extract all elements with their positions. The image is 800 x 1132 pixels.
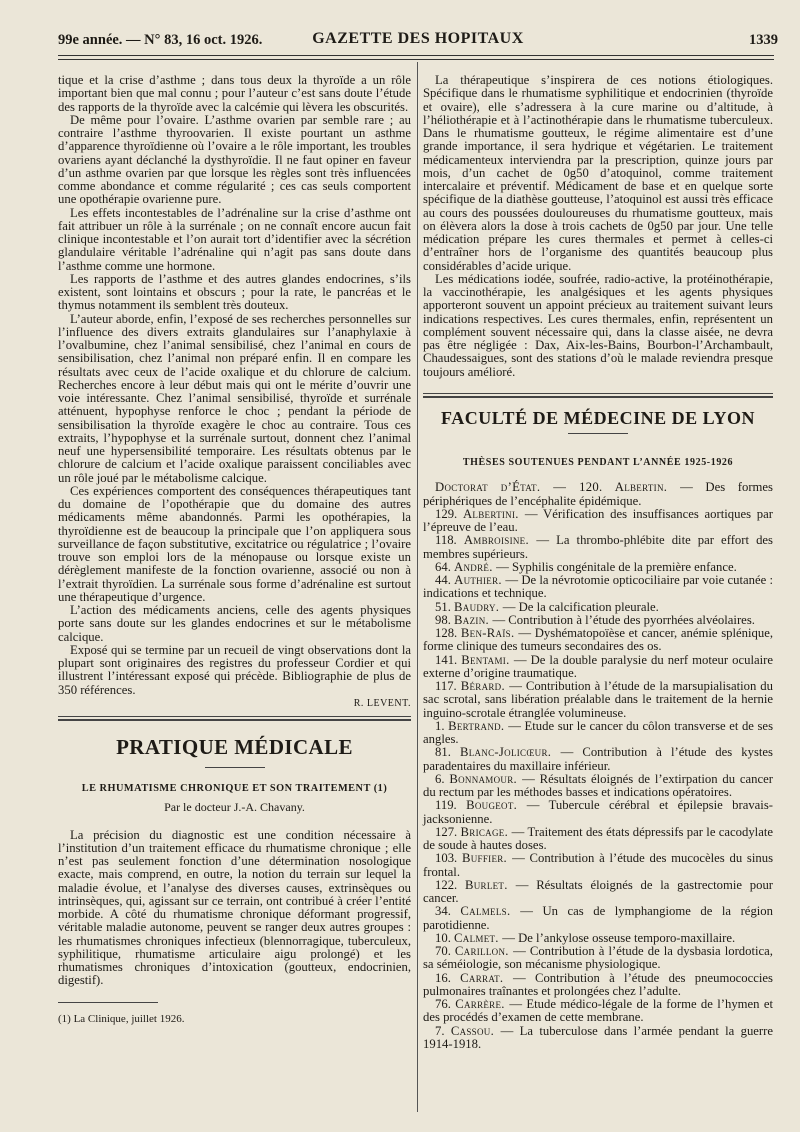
paragraph: L’auteur aborde, enfin, l’exposé de ses recherches personnelles sur l’influence des divers extraits glandulaires sur l’anaphylaxie à l’ovalbumine, chez l’animal sensibilisé, chez l’animal en cours de sensibilisation, chez l’animal non préparé enfin. Il en compare les résultats avec ceux de l’acide oxalique et du chlorure de calcium. Recherches encore à leur début mais qui ont le mérite d’ouvrir une voie intéressante. Chez l’animal sensibilisé, thyroïde et surrénale atténuent, hypophyse renforce le choc ; pendant la période de sensibilisation la thyroïde exagère le choc au contraire. Tous ces extraits, l’hypophyse et la surrénale surtout, donnent chez l’animal neuf une hypersensibilité temporaire. Les résultats obtenus par le chlorure de calcium et l’acide oxalique paraissent conciliables avec un rôle joué par le métabolisme calcique. [58, 311, 411, 485]
footnote: (1) La Clinique, juillet 1926. [58, 1012, 185, 1025]
paragraph: Les médications iodée, soufrée, radio-active, la protéinothérapie, la vaccinothérapie, les analgésiques et les agents physiques apporteront souvent un appoint précieux au traitement suivant leurs indications respectives. Les cures thermales, enfin, représentent un complément souvent nécessaire qui, dans la classe aisée, ne devra pas être négligée : Dax, Aix-les-Bains, Bourbon-l’Archambault, Chaudessaigues, sont des stations d’où le malade reviendra presque toujours amélioré. [423, 271, 773, 379]
article-title: LE RHUMATISME CHRONIQUE ET SON TRAITEMENT (1) [81, 783, 388, 794]
article-byline: Par le docteur J.-A. Chavany. [164, 800, 305, 815]
section-rule [423, 396, 773, 398]
paragraph: tique et la crise d’asthme ; dans tous deux la thyroïde a un rôle important bien que mal connu ; pour l’auteur c’est sans doute l’étude des rapports de la thyroïde avec la calcémie qui lèvera les obscurités. [58, 73, 411, 114]
thesis-title: — Etude médico-légale de la forme de l’hymen et des procédés d’examen de cette membrane. [423, 997, 774, 1025]
paragraph: Ces expériences comportent des conséquences thérapeutiques tant du domaine de l’opothérapie que du domaine des autres médicaments même abandonnés. Parmi les opothérapies, la thyroïdienne est de beaucoup la principale que l’on appliquera sous surveillance de façon substitutive, excitatrice ou régulatrice ; l’ovaire trouve son emploi lors de la ménopause ou lorsque existe un dérèglement manifeste de la fonction ovarienne, associé ou non à l’extrait thyroïdien. La surrénale sous forme d’adrénaline est surtout une thérapeutique d’urgence. [58, 483, 411, 604]
thesis-entry [423, 680, 773, 720]
thesis-entry [423, 601, 773, 614]
thesis-author: Ambroisine. [463, 533, 537, 548]
column-divider [417, 62, 418, 1112]
thesis-entry [423, 998, 773, 1025]
thesis-number: 127. [435, 824, 461, 839]
thesis-author: André. [454, 559, 497, 574]
thesis-number: 119. [435, 798, 467, 813]
thesis-number: 1. [435, 718, 449, 733]
paragraph: De même pour l’ovaire. L’asthme ovarien par semble rare ; au contraire l’asthme thyroovarien. Il existe pourtant un asthme d’apparence thyroïdienne où l’ovaire a le rôle important, les troubles ovariens ayant déclanché la dysthyroïdie. Il ne faut opiner en faveur d’un asthme ovarien par que lorsque les règles sont très influencées comme abondance et comme régularité ; ces cas seuls comportent une opothérapie ovarienne pure. [58, 112, 411, 207]
thesis-number: 98. [435, 612, 455, 627]
thesis-entry [423, 826, 773, 853]
thesis-author: Bertrand. [448, 718, 509, 733]
thesis-entry [423, 773, 773, 800]
thesis-title: — Résultats éloignés de l’extirpation du cancer du rectum par les méthodes basses et indications opératoires. [423, 771, 773, 799]
thesis-number: 44. [435, 573, 455, 587]
section-subtitle: THÈSES SOUTENUES PENDANT L’ANNÉE 1925-1926 [462, 457, 734, 468]
thesis-title: — De la calcification pleurale. [502, 599, 659, 614]
header-rule-double [58, 59, 774, 60]
thesis-entry [423, 481, 773, 508]
thesis-title: — De la double paralysie du nerf moteur oculaire externe d’origine traumatique. [423, 652, 773, 680]
thesis-number: 10. [435, 930, 455, 945]
thesis-title: — Etude sur le cancer du côlon transverse et de ses angles. [423, 718, 774, 746]
thesis-entry [423, 972, 773, 999]
thesis-number: 6. [435, 771, 450, 786]
thesis-number: 7. [435, 1023, 451, 1038]
thesis-number: 141. [435, 652, 462, 667]
section-rule [205, 767, 265, 768]
paragraph: La thérapeutique s’inspirera de ces notions étiologiques. Spécifique dans le rhumatisme syphilitique et endocrinien (thyroïde et ovaire), elle s’adressera à la cure marine ou d’altitude, à l’héliothérapie et à l’actinothérapie dans le rhumatisme tuberculeux. Dans le rhumatisme goutteux, le régime alimentaire est d’une grande importance, il sera hydrique et végétarien. Le traitement médicamenteux interviendra par la prescription, quinze jours par mois, d’un cachet de 0g50 d’atoquinol, comme traitement intercalaire et préventif. Médicament de base et en quelque sorte spécifique de la diathèse goutteuse, l’atoquinol est aussi très efficace au cours des poussées douloureuses du rhumatisme goutteux, mais on élèvera alors la dose à trois cachets de 0g50 par jour. Une telle médication prépare les cures thermales et permet à celles-ci d’entraîner hors de l’organisme des quantités beaucoup plus considérables d’acide urique. [423, 73, 773, 273]
thesis-number: 81. [435, 745, 460, 760]
thesis-title: — Contribution à l’étude des mucocèles du sinus frontal. [423, 851, 774, 879]
paragraph: Les rapports de l’asthme et des autres glandes endocrines, s’ils existent, sont lointains et obscurs ; pour la rate, le pancréas et le thymus notamment ils semblent très douteux. [58, 271, 411, 313]
thesis-entry [423, 534, 773, 561]
thesis-author: Cassou. [450, 1023, 501, 1038]
thesis-number: 129. [435, 506, 463, 521]
thesis-author: Bricage. [460, 824, 512, 839]
thesis-number: 51. [435, 599, 455, 614]
thesis-entry [423, 746, 773, 773]
thesis-author: Bonnamour. [449, 771, 523, 786]
thesis-author: Albertin. [614, 480, 681, 495]
thesis-number: Doctorat d’État. — 120. [435, 480, 615, 495]
thesis-title: — Tubercule cérébral et épilepsie bravais-jacksonienne. [423, 798, 773, 826]
right-column [423, 74, 773, 1051]
thesis-author: Bougeot. [466, 798, 527, 813]
thesis-entry [423, 508, 773, 535]
thesis-author: Albertini. [462, 506, 525, 521]
thesis-author: Ben-Raïs. [460, 626, 519, 640]
thesis-entry [423, 627, 773, 654]
thesis-entry [423, 654, 773, 681]
paragraph: Les effets incontestables de l’adrénaline sur la crise d’asthme ont fait attribuer un rôle à la surrénale ; on ne connaît encore aucun fait clinique incontestable et l’on aurait tort d’identifier avec la sécrétion glandulaire véritable l’adrénaline qui n’agit pas sans doute dans l’asthme comme une hormone. [58, 205, 411, 273]
thesis-author: Buffier. [461, 851, 513, 866]
thesis-title: — Vérification des insuffisances aortiques par l’épreuve de l’eau. [423, 506, 774, 534]
thesis-title: — Des formes périphériques de l’encéphalite épidémique. [423, 480, 773, 508]
theses-list [423, 481, 773, 1051]
section-rule [423, 393, 773, 394]
thesis-title: — Syphilis congénitale de la première enfance. [496, 559, 737, 574]
journal-title: GAZETTE DES HOPITAUX [312, 30, 524, 47]
thesis-title: — De l’ankylose osseuse temporo-maxillaire. [502, 930, 736, 945]
review-signature: R. LEVENT. [353, 697, 411, 709]
thesis-title: — Contribution à l’étude des kystes paradentaires du maxillaire inférieur. [423, 745, 773, 773]
thesis-entry [423, 852, 773, 879]
thesis-author: Calmels. [460, 904, 521, 919]
thesis-entry [423, 720, 773, 747]
thesis-author: Calmet. [454, 930, 503, 945]
thesis-number: 117. [435, 679, 461, 693]
thesis-author: Carrat. [460, 970, 513, 985]
thesis-title: — Contribution à l’étude de la marsupialisation du sac scrotal, sans libération préalable dans le traitement de la hernie inguino-scrotale étranglée volumineuse. [423, 679, 773, 720]
thesis-number: 34. [435, 904, 461, 919]
thesis-entry [423, 905, 773, 932]
thesis-number: 16. [435, 970, 461, 985]
thesis-number: 70. [435, 944, 455, 958]
thesis-title: — Contribution à l’étude de la dysbasia lordotica, sa séméiologie, son mécanisme physiologique. [423, 944, 773, 972]
thesis-title: — La thrombo-phlébite dite par effort des membres supérieurs. [423, 533, 773, 561]
thesis-entry [423, 561, 773, 574]
thesis-entry [423, 879, 773, 906]
thesis-number: 64. [435, 559, 455, 574]
thesis-title: — Un cas de lymphangiome de la région parotidienne. [423, 904, 773, 932]
page-header [58, 28, 778, 54]
thesis-entry [423, 614, 773, 627]
page-number: 1339 [749, 32, 778, 48]
paragraph: La précision du diagnostic est une condition nécessaire à l’institution d’un traitement efficace du rhumatisme chronique ; elle n’est pas seulement fonction d’une détermination nosologique exacte, mais comprend, en outre, la notion du terrain sur lequel la maladie évolue, et l’analyse des diverses causes, extrinsèques ou intrinsèques, qui, agissant sur ce terrain, ont contribué à créer l’entité morbide. A côté du rhumatisme chronique déformant progressif, véritable maladie autonome, peuvent se ranger deux autres groupes : les rhumatismes chroniques infectieux (blennorragique, tuberculeux, syphilitique, rhumatisme articulaire aigu prolongé) et les rhumatismes chroniques d’intoxication (goutteux, endocrinien, digestif). [58, 827, 411, 988]
thesis-title: — Traitement des états dépressifs par le cacodylate de soude à hautes doses. [423, 824, 773, 852]
paragraph: Exposé qui se termine par un recueil de vingt observations dont la plupart sont originaires des registres du professeur Cordier et qui illustrent l’intéressant exposé qui précède. Bibliographie de plus de 350 références. [58, 642, 411, 697]
thesis-author: Carillon. [454, 944, 514, 958]
thesis-entry [423, 945, 773, 972]
left-column [58, 74, 411, 1026]
header-rule [58, 55, 774, 56]
thesis-entry [423, 932, 773, 945]
thesis-author: Baudry. [454, 599, 503, 614]
thesis-author: Authier. [454, 573, 506, 587]
thesis-author: Bazin. [454, 612, 493, 627]
thesis-author: Bérard. [460, 679, 510, 693]
thesis-author: Burlet. [464, 877, 516, 892]
thesis-number: 103. [435, 851, 462, 866]
footnote-rule [58, 1002, 158, 1003]
thesis-entry [423, 1025, 773, 1052]
section-rule [58, 716, 411, 717]
thesis-number: 118. [435, 533, 464, 548]
section-title: FACULTÉ DE MÉDECINE DE LYON [441, 407, 755, 428]
thesis-entry [423, 574, 773, 601]
thesis-title: — Résultats éloignés de la gastrectomie pour cancer. [423, 877, 774, 905]
thesis-title: — Contribution à l’étude des pyorrhées alvéolaires. [492, 612, 755, 627]
thesis-number: 128. [435, 626, 461, 640]
thesis-title: — De la névrotomie opticociliaire par voie cutanée : indications et technique. [423, 573, 773, 601]
paragraph: L’action des médicaments anciens, celle des agents physiques porte sans doute sur les glandes endocrines et sur le métabolisme calcique. [58, 603, 411, 644]
thesis-author: Blanc-Jolicœur. [459, 745, 561, 760]
issue-info: 99e année. — N° 83, 16 oct. 1926. [58, 32, 263, 48]
thesis-number: 76. [435, 997, 456, 1011]
thesis-author: Bentami. [461, 652, 514, 667]
thesis-title: — La tuberculose dans l’armée pendant la guerre 1914-1918. [423, 1023, 773, 1051]
section-title: PRATIQUE MÉDICALE [116, 735, 353, 759]
thesis-number: 122. [435, 877, 465, 892]
thesis-entry [423, 799, 773, 826]
section-rule [58, 719, 411, 721]
thesis-author: Carrère. [455, 997, 510, 1011]
thesis-title: — Contribution à l’étude des pneumococcies pulmonaires traînantes et prolongées chez l’adulte. [423, 970, 773, 998]
thesis-title: — Dyshématopoïèse et cancer, anémie splénique, forme clinique des tumeurs secondaires des os. [423, 626, 774, 654]
section-rule [568, 433, 628, 434]
